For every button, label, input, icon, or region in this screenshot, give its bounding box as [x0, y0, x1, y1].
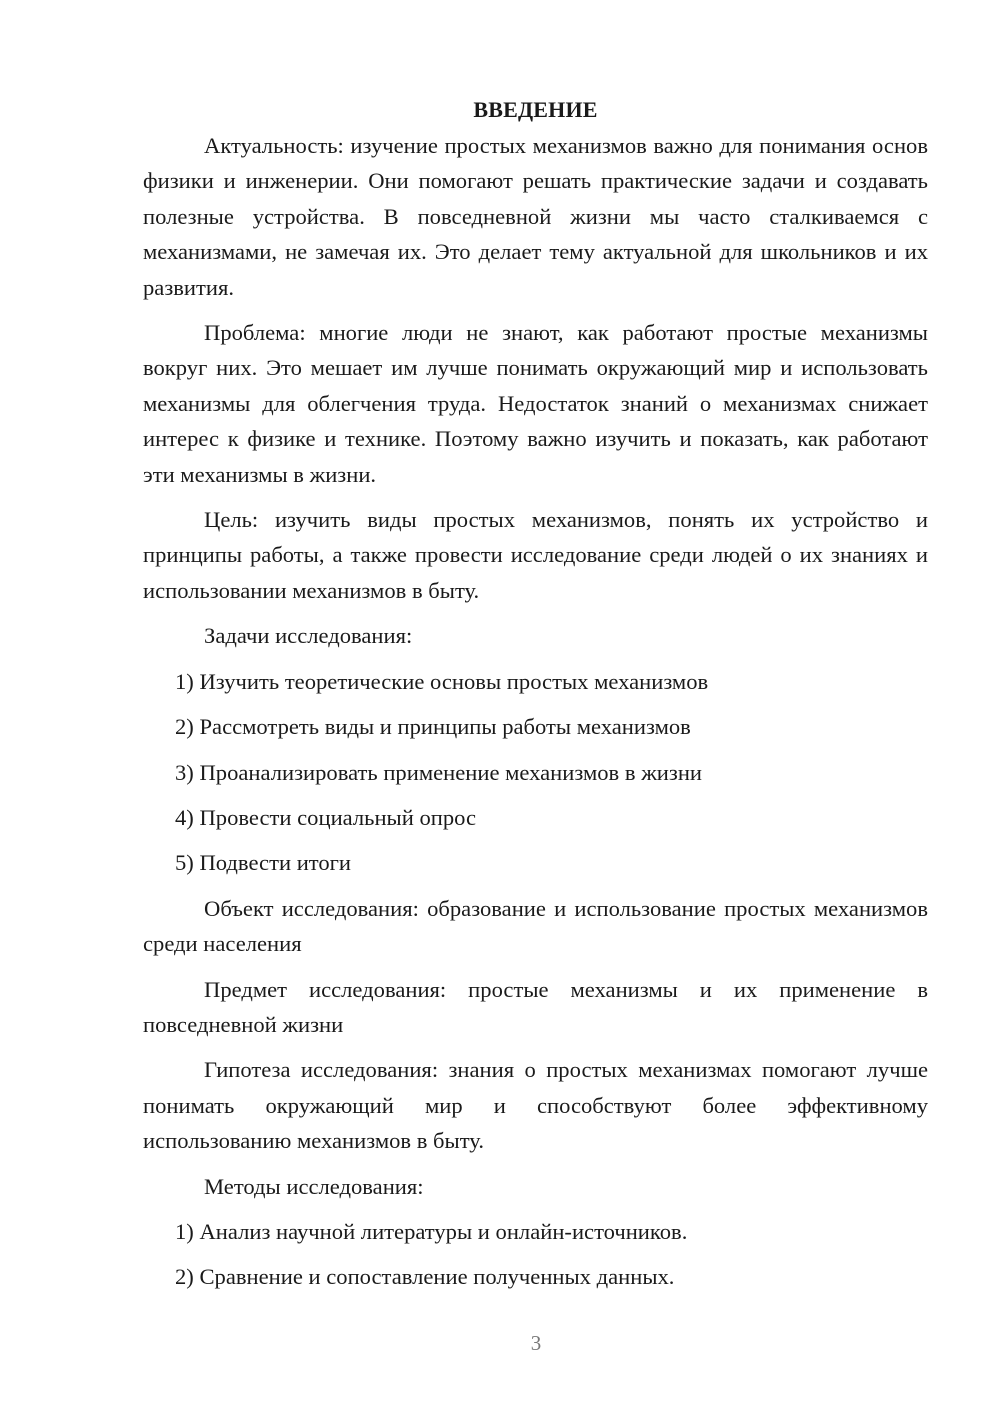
list-item: 3) Проанализировать применение механизмов в жизни	[175, 759, 703, 785]
list-item: 1) Анализ научной литературы и онлайн-источников.	[175, 1218, 688, 1244]
subject-paragraph: Предмет исследования: простые механизмы и их применение в повседневной жизни	[143, 976, 928, 1037]
hypothesis-paragraph: Гипотеза исследования: знания о простых механизмах помогают лучше понимать окружающий мир и способствуют более эффективному использованию механизмов в быту.	[143, 1057, 928, 1154]
problem-paragraph: Проблема: многие люди не знают, как работают простые механизмы вокруг них. Это мешает им лучше понимать окружающий мир и использовать механизмы для облегчения труда. Недостаток знаний о механизмах снижает интерес к физике и технике. Поэтому важно изучить и показать, как работают эти механизмы в жизни.	[143, 320, 928, 487]
methods-list	[143, 1214, 928, 1295]
object-paragraph: Объект исследования: образование и использование простых механизмов среди населения	[143, 895, 928, 957]
list-item: 2) Сравнение и сопоставление полученных данных.	[175, 1264, 675, 1290]
relevance-paragraph: Актуальность: изучение простых механизмов важно для понимания основ физики и инженерии. Они помогают решать практические задачи и создавать полезные устройства. В повседневной жизни мы часто сталкиваемся с механизмами, не замечая их. Это делает тему актуальной для школьников и их развития.	[143, 133, 928, 300]
list-item: 5) Подвести итоги	[175, 850, 352, 876]
tasks-heading: Задачи исследования:	[204, 623, 413, 649]
document-page	[143, 92, 928, 1305]
list-item: 4) Провести социальный опрос	[175, 804, 477, 830]
methods-heading: Методы исследования:	[204, 1173, 424, 1199]
goal-paragraph: Цель: изучить виды простых механизмов, понять их устройство и принципы работы, а также провести исследование среди людей о их знаниях и использовании механизмов в быту.	[143, 507, 928, 603]
list-item: 2) Рассмотреть виды и принципы работы механизмов	[175, 714, 691, 740]
section-heading: ВВЕДЕНИЕ	[473, 97, 598, 122]
tasks-list	[143, 664, 928, 881]
page-number: 3	[530, 1331, 542, 1355]
list-item: 1) Изучить теоретические основы простых механизмов	[175, 668, 709, 694]
